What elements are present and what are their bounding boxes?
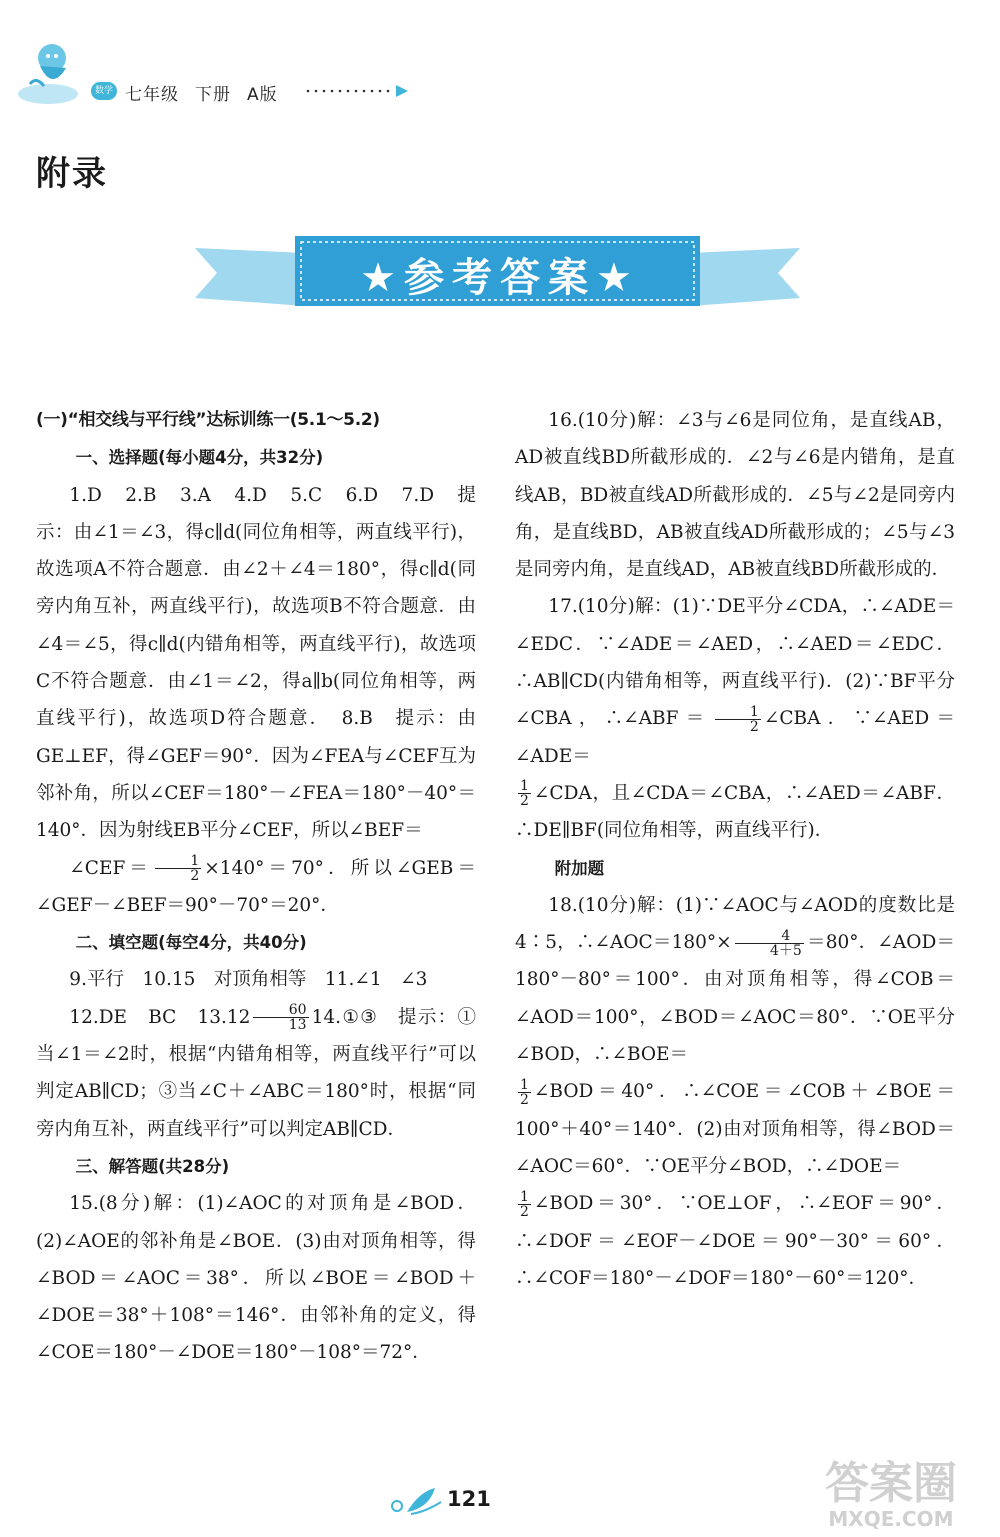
section-heading bbox=[515, 850, 955, 887]
answer-text: 9.平行 10.15 对顶角相等 11.∠1 ∠3 bbox=[69, 969, 428, 991]
answer-paragraph bbox=[36, 477, 476, 850]
answer-paragraph bbox=[515, 402, 955, 588]
answer-paragraph bbox=[515, 588, 955, 774]
fraction-numerator: 1 bbox=[715, 705, 761, 720]
answer-text-tail: ∠BOD＝30°．∵OE⊥OF，∴∠EOF＝90°．∴∠DOF＝∠EOF－∠DOE＝90°－30°＝60°．∴∠COF＝180°－∠DOF＝180°－60°＝120°． bbox=[515, 1193, 955, 1289]
dotted-arrow-icon bbox=[304, 83, 414, 99]
fraction bbox=[518, 1190, 531, 1219]
fraction-numerator: 1 bbox=[155, 854, 201, 869]
fraction bbox=[155, 854, 201, 883]
fraction-numerator: 1 bbox=[520, 778, 529, 795]
watermark-text: 答案圈 bbox=[825, 1458, 957, 1509]
page-header bbox=[18, 36, 438, 116]
answer-text: 16.(10分)解：∠3与∠6是同位角，是直线AB，AD被直线BD所截形成的．∠2与∠6是内错角，是直线AB，BD被直线AD所截形成的．∠5与∠2是同旁内角，是直线BD，AB被直线AD所截形成的；∠5与∠3是同旁内角，是直线AD，AB被直线BD所截形成的． bbox=[515, 410, 955, 581]
answer-paragraph bbox=[515, 887, 955, 1073]
fraction bbox=[253, 1003, 308, 1032]
answer-banner-title: ★参考答案★ bbox=[360, 255, 640, 301]
answer-text: 15.(8分)解：(1)∠AOC的对顶角是∠BOD．(2)∠AOE的邻补角是∠BOE．(3)由对顶角相等，得∠BOD＝∠AOC＝38°．所以∠BOE＝∠BOD＋∠DOE＝38°＋108°＝146°．由邻补角的定义，得∠COE＝180°－∠DOE＝180°－108°＝72°． bbox=[36, 1193, 476, 1364]
answer-text-tail: ＝80°．∠AOD＝180°－80°＝100°．由对顶角相等，得∠COB＝∠AOD＝100°，∠BOD＝∠AOC＝80°．∵OE平分∠BOD，∴∠BOE＝ bbox=[515, 932, 955, 1066]
fraction-denominator: 2 bbox=[520, 793, 529, 810]
fraction-denominator: 13 bbox=[288, 1017, 307, 1034]
answer-paragraph bbox=[36, 850, 476, 925]
answer-text-tail: 14.①③ 提示：①当∠1＝∠2时，根据“内错角相等，两直线平行”可以判定AB∥CD；③当∠C＋∠ABC＝180°时，根据“同旁内角互补，两直线平行”可以判定AB∥CD． bbox=[36, 1006, 476, 1140]
answer-text: 17.(10分)解：(1)∵DE平分∠CDA，∴∠ADE＝∠EDC．∵∠ADE＝∠AED，∴∠AED＝∠EDC．∴AB∥CD(内错角相等，两直线平行)．(2)∵BF平分∠CBA，∴∠ABF＝ bbox=[515, 596, 955, 730]
fraction bbox=[715, 705, 761, 734]
page-number: 121 bbox=[447, 1487, 491, 1511]
watermark-url: MXQE.COM bbox=[828, 1507, 954, 1531]
answer-text: 12.DE BC 13.12 bbox=[69, 1006, 251, 1028]
answer-text-tail: ×140°＝70°．所以∠GEB＝∠GEF－∠BEF＝90°－70°＝20°． bbox=[36, 857, 477, 916]
answer-text: 一、选择题(每小题4分，共32分) bbox=[75, 448, 324, 468]
answer-paragraph bbox=[36, 961, 476, 998]
fraction-numerator: 1 bbox=[520, 1188, 529, 1205]
answer-text-tail: ∠CBA．∵∠AED＝∠ADE＝ bbox=[515, 708, 956, 767]
fraction-numerator: 60 bbox=[253, 1003, 308, 1018]
answer-text: 18.(10分)解：(1)∵∠AOC与∠AOD的度数比是4∶5，∴∠AOC＝180°× bbox=[515, 894, 955, 954]
watermark-logo bbox=[795, 1450, 990, 1532]
answer-text: 1.D 2.B 3.A 4.D 5.C 6.D 7.D 提示：由∠1＝∠3，得c∥d(同位角相等，两直线平行)，故选项A不符合题意．由∠2＋∠4＝180°，得c∥d(同旁内角互补，两直线平行)，故选项B不符合题意．由∠4＝∠5，得c∥d(内错角相等，两直线平行)，故选项C不符合题意．由∠1＝∠2，得a∥b(同位角相等，两直线平行)，故选项D符合题意． 8.B 提示：由GE⊥EF，得∠GEF＝90°．因为∠FEA与∠CEF互为邻补角，所以∠CEF＝180°－∠FEA＝180°－40°＝140°．因为射线EB平分∠CEF，所以∠BEF＝ bbox=[36, 484, 476, 842]
answer-text: 二、填空题(每空4分，共40分) bbox=[75, 933, 307, 953]
answer-text: (一)“相交线与平行线”达标训练一(5.1～5.2) bbox=[36, 410, 380, 430]
fraction bbox=[518, 1078, 531, 1107]
answer-paragraph bbox=[515, 1185, 955, 1297]
answer-text-tail: ∠BOD＝40°．∴∠COE＝∠COB＋∠BOE＝100°＋40°＝140°．(2)由对顶角相等，得∠BOD＝∠AOC＝60°．∵OE平分∠BOD，∴∠DOE＝ bbox=[515, 1081, 955, 1177]
fraction-denominator: 4＋5 bbox=[769, 942, 802, 959]
chapter-heading bbox=[36, 402, 476, 439]
section-heading bbox=[36, 1148, 476, 1185]
fraction-numerator: 1 bbox=[520, 1076, 529, 1093]
fraction-denominator: 2 bbox=[190, 868, 200, 885]
answer-paragraph bbox=[515, 775, 955, 850]
fraction bbox=[735, 929, 804, 958]
fraction-numerator: 4 bbox=[735, 929, 804, 944]
left-column bbox=[36, 402, 476, 1372]
fraction bbox=[518, 779, 531, 808]
header-edition: A版 bbox=[247, 85, 278, 105]
section-heading bbox=[36, 924, 476, 961]
answer-text-tail: ∠CDA，且∠CDA＝∠CBA，∴∠AED＝∠ABF．∴DE∥BF(同位角相等，两直线平行)． bbox=[515, 782, 955, 842]
page-title: 附录 bbox=[36, 154, 108, 194]
answer-paragraph bbox=[36, 999, 476, 1148]
mascot-logo-icon bbox=[18, 36, 92, 106]
answer-paragraph bbox=[515, 1073, 955, 1185]
fraction-denominator: 2 bbox=[520, 1091, 529, 1108]
leaf-ornament-icon bbox=[385, 1486, 445, 1520]
header-volume: 下册 bbox=[195, 85, 231, 105]
subject-badge: 数学 bbox=[91, 82, 117, 100]
answer-text: ∠CEF＝ bbox=[69, 857, 153, 879]
answer-text: 附加题 bbox=[554, 858, 605, 878]
right-column bbox=[515, 402, 955, 1297]
section-heading bbox=[36, 439, 476, 476]
header-grade: 七年级 bbox=[125, 85, 179, 105]
header-info bbox=[125, 80, 294, 105]
fraction-denominator: 2 bbox=[520, 1203, 529, 1220]
answer-paragraph bbox=[36, 1185, 476, 1371]
answer-text: 三、解答题(共28分) bbox=[75, 1156, 230, 1176]
fraction-denominator: 2 bbox=[749, 718, 759, 735]
